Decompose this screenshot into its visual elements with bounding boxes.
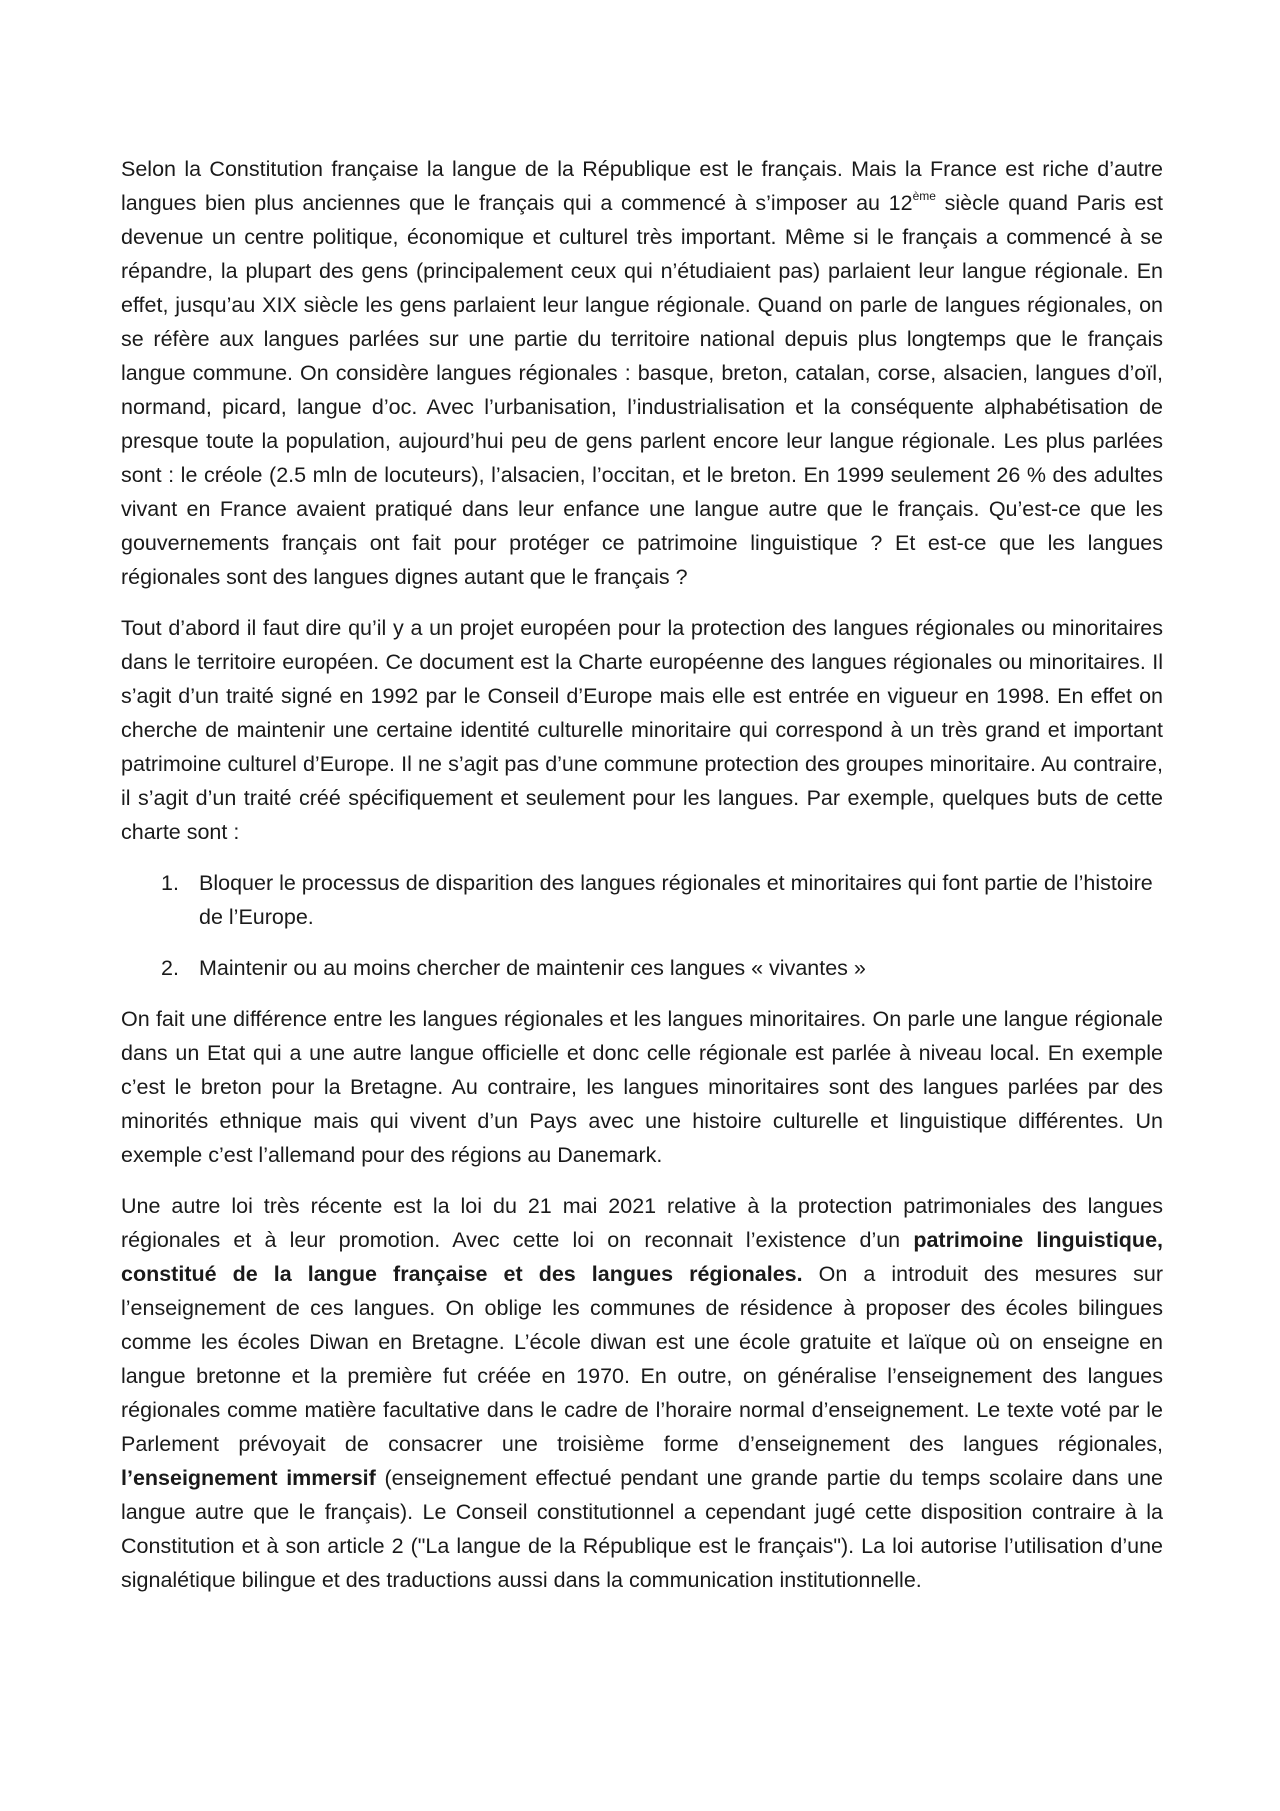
paragraph-law-text-a: Une autre loi très récente est la loi du 21 mai 2021 relative à la protection patrimoniales des langues régionales et à leur promotion. Avec cette loi on reconnait l’existence d’un — [121, 1194, 1163, 1252]
paragraph-intro-text-a: Selon la Constitution française la langue de la République est le français. Mais la France est riche d’autre langues bien plus anciennes que le français qui a commencé à s’imposer au 12 — [121, 157, 1163, 215]
superscript-eme: ème — [912, 188, 936, 203]
bold-linguistic-heritage: patrimoine linguistique, constitué de la langue française et des langues régionales. — [121, 1228, 1163, 1286]
charter-goals-list — [121, 866, 1163, 985]
list-item — [121, 866, 1163, 934]
paragraph-law-2021 — [121, 1189, 1163, 1597]
list-item-number: 1. — [161, 871, 179, 895]
list-item-number: 2. — [161, 956, 179, 980]
paragraph-law-text-c: (enseignement effectué pendant une grande partie du temps scolaire dans une langue autre que le français). Le Conseil constitutionnel a cependant jugé cette disposition contraire à la Constitution et à son article 2 ("La langue de la République est le français"). La loi autorise l’utilisation d’une signalétique bilingue et des traductions aussi dans la communication institutionnelle. — [121, 1466, 1163, 1592]
paragraph-difference: On fait une différence entre les langues régionales et les langues minoritaires. On parle une langue régionale dans un Etat qui a une autre langue officielle et donc celle régionale est parlée à niveau local. En exemple c’est le breton pour la Bretagne. Au contraire, les langues minoritaires sont des langues parlées par des minorités ethnique mais qui vivent d’un Pays avec une histoire culturelle et linguistique différentes. Un exemple c’est l’allemand pour des régions au Danemark. — [121, 1007, 1163, 1167]
list-item-text: Bloquer le processus de disparition des langues régionales et minoritaires qui font partie de l’histoire de l’Europe. — [199, 871, 1153, 929]
paragraph-charter: Tout d’abord il faut dire qu’il y a un projet européen pour la protection des langues régionales ou minoritaires dans le territoire européen. Ce document est la Charte européenne des langues régionales ou minoritaires. Il s’agit d’un traité signé en 1992 par le Conseil d’Europe mais elle est entrée en vigueur en 1998. En effet on cherche de maintenir une certaine identité culturelle minoritaire qui correspond à un très grand et important patrimoine culturel d’Europe. Il ne s’agit pas d’une commune protection des groupes minoritaire. Au contraire, il s’agit d’un traité créé spécifiquement et seulement pour les langues. Par exemple, quelques buts de cette charte sont : — [121, 616, 1163, 844]
paragraph-law-text-b: On a introduit des mesures sur l’enseignement de ces langues. On oblige les communes de résidence à proposer des écoles bilingues comme les écoles Diwan en Bretagne. L’école diwan est une école gratuite et laïque où on enseigne en langue bretonne et la première fut créée en 1970. En outre, on généralise l’enseignement des langues régionales comme matière facultative dans le cadre de l’horaire normal d’enseignement. Le texte voté par le Parlement prévoyait de consacrer une troisième forme d’enseignement des langues régionales, — [121, 1262, 1163, 1456]
paragraph-intro — [121, 152, 1163, 594]
list-item — [121, 951, 1163, 985]
list-item-text: Maintenir ou au moins chercher de maintenir ces langues « vivantes » — [199, 956, 866, 980]
bold-immersive-teaching: l’enseignement immersif — [121, 1466, 376, 1490]
document-page — [121, 152, 1163, 1614]
paragraph-intro-text-b: siècle quand Paris est devenue un centre politique, économique et culturel très important. Même si le français a commencé à se répandre, la plupart des gens (principalement ceux qui n’étudiaient pas) parlaient leur langue régionale. En effet, jusqu’au XIX siècle les gens parlaient leur langue régionale. Quand on parle de langues régionales, on se réfère aux langues parlées sur une partie du territoire national depuis plus longtemps que le français langue commune. On considère langues régionales : basque, breton, catalan, corse, alsacien, langues d’oïl, normand, picard, langue d’oc. Avec l’urbanisation, l’industrialisation et la conséquente alphabétisation de presque toute la population, aujourd’hui peu de gens parlent encore leur langue régionale. Les plus parlées sont : le créole (2.5 mln de locuteurs), l’alsacien, l’occitan, et le breton. En 1999 seulement 26 % des adultes vivant en France avaient pratiqué dans leur enfance une langue autre que le français. Qu’est-ce que les gouvernements français ont fait pour protéger ce patrimoine linguistique ? Et est-ce que les langues régionales sont des langues dignes autant que le français ? — [121, 191, 1164, 589]
